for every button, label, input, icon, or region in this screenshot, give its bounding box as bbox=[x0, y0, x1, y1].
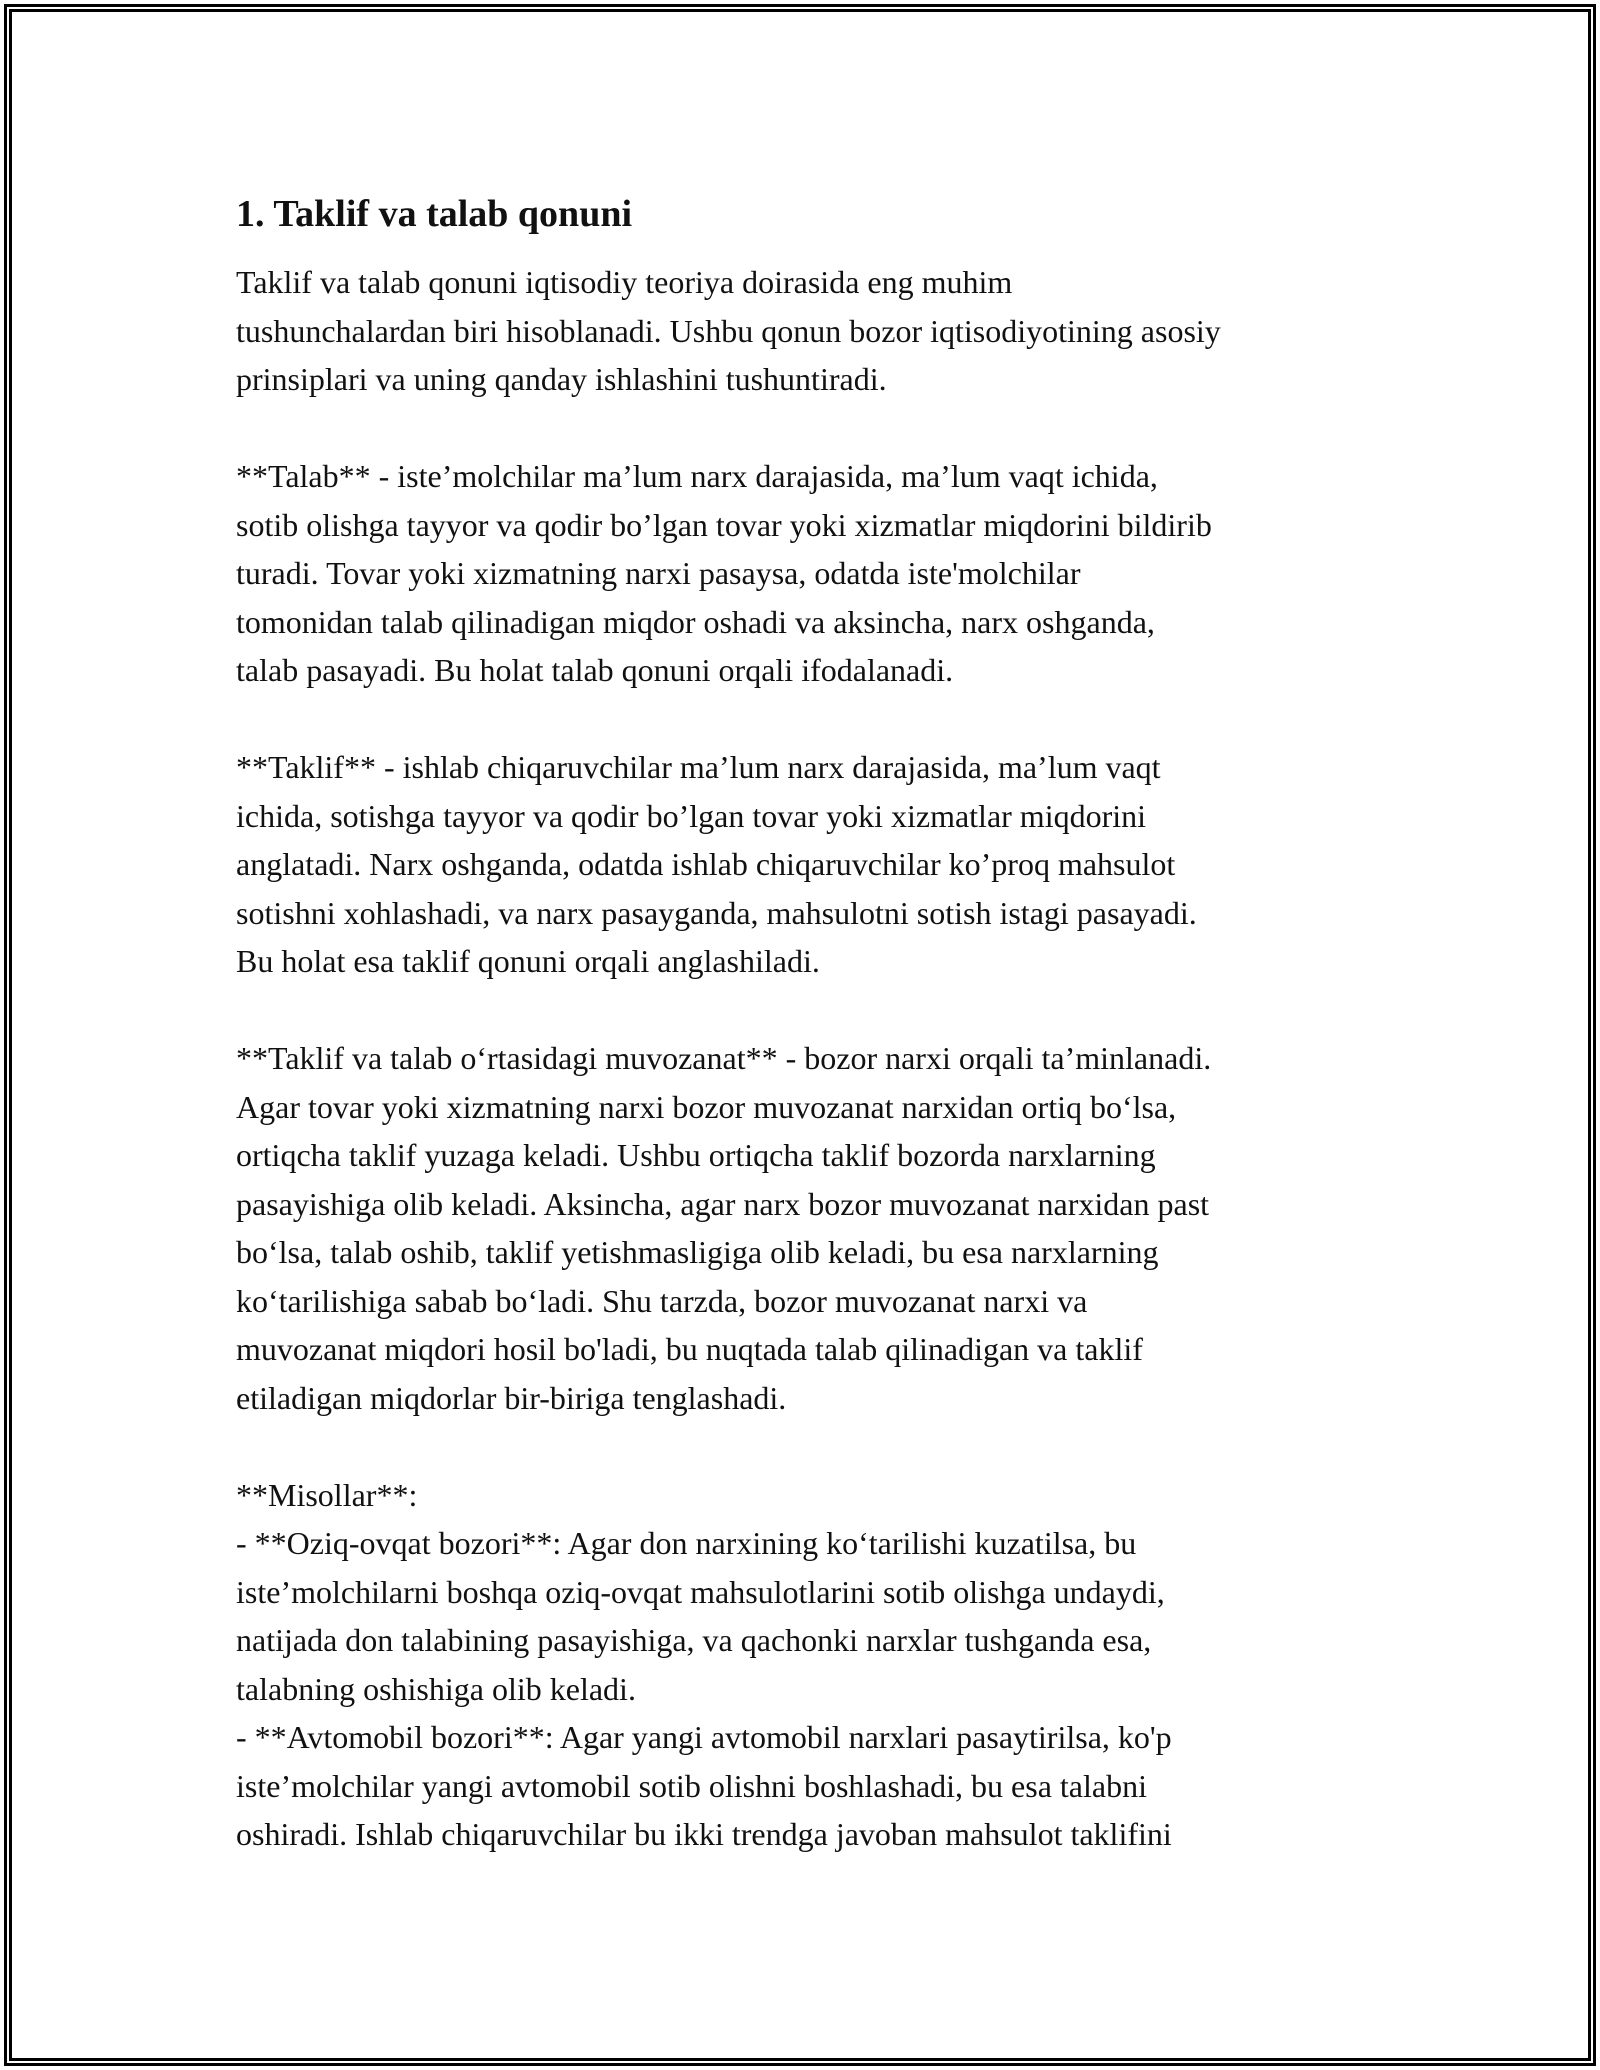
paragraph-gap bbox=[236, 404, 1366, 453]
intro-paragraph bbox=[236, 258, 1366, 404]
text-line: natijada don talabining pasayishiga, va qachonki narxlar tushganda esa, bbox=[236, 1622, 1152, 1658]
text-line: sotishni xohlashadi, va narx pasayganda, mahsulotni sotish istagi pasayadi. bbox=[236, 894, 1197, 931]
document-body bbox=[236, 186, 1366, 1859]
text-line: Taklif va talab qonuni iqtisodiy teoriya doirasida eng muhim bbox=[236, 264, 1013, 300]
paragraph-gap bbox=[236, 986, 1366, 1035]
text-line: **Misollar**: bbox=[236, 1476, 418, 1513]
text-line: talab pasayadi. Bu holat talab qonuni orqali ifodalanadi. bbox=[236, 652, 954, 688]
text-line: **Talab** - iste’molchilar ma’lum narx darajasida, ma’lum vaqt ichida, bbox=[236, 458, 1158, 494]
paragraph-gap bbox=[236, 695, 1366, 744]
text-line: muvozanat miqdori hosil bo'ladi, bu nuqtada talab qilinadigan va taklif bbox=[236, 1331, 1143, 1367]
section-title: 1. Taklif va talab qonuni bbox=[236, 193, 633, 235]
text-line: anglatadi. Narx oshganda, odatda ishlab chiqaruvchilar ko’proq mahsulot bbox=[236, 846, 1176, 882]
text-line: bo‘lsa, talab oshib, taklif yetishmasligiga olib keladi, bu esa narxlarning bbox=[236, 1234, 1159, 1270]
text-line: ichida, sotishga tayyor va qodir bo’lgan tovar yoki xizmatlar miqdorini bbox=[236, 797, 1147, 834]
text-line: Bu holat esa taklif qonuni orqali anglashiladi. bbox=[236, 943, 820, 979]
text-line: iste’molchilar yangi avtomobil sotib olishni boshlashadi, bu esa talabni bbox=[236, 1767, 1147, 1804]
text-line: ko‘tarilishiga sabab bo‘ladi. Shu tarzda, bozor muvozanat narxi va bbox=[236, 1282, 1088, 1319]
text-line: talabning oshishiga olib keladi. bbox=[236, 1670, 636, 1707]
text-line: iste’molchilarni boshqa oziq-ovqat mahsulotlarini sotib olishga undaydi, bbox=[236, 1573, 1165, 1610]
text-line: sotib olishga tayyor va qodir bo’lgan tovar yoki xizmatlar miqdorini bildirib bbox=[236, 506, 1212, 543]
text-line: pasayishiga olib keladi. Aksincha, agar narx bozor muvozanat narxidan past bbox=[236, 1185, 1210, 1222]
misollar-paragraph bbox=[236, 1471, 1366, 1859]
text-line: tomonidan talab qilinadigan miqdor oshadi va aksincha, narx oshganda, bbox=[236, 603, 1155, 640]
paragraph-gap bbox=[236, 1422, 1366, 1471]
list-item: - **Oziq-ovqat bozori**: Agar don narxining ko‘tarilishi kuzatilsa, bu bbox=[236, 1525, 1137, 1561]
text-line: ortiqcha taklif yuzaga keladi. Ushbu ortiqcha taklif bozorda narxlarning bbox=[236, 1137, 1156, 1173]
text-line: oshiradi. Ishlab chiqaruvchilar bu ikki trendga javoban mahsulot taklifini bbox=[236, 1816, 1172, 1852]
list-item: - **Avtomobil bozori**: Agar yangi avtomobil narxlari pasaytirilsa, ko'p bbox=[236, 1719, 1172, 1755]
talab-paragraph bbox=[236, 452, 1366, 695]
text-line: **Taklif** - ishlab chiqaruvchilar ma’lum narx darajasida, ma’lum vaqt bbox=[236, 749, 1161, 785]
text-line: prinsiplari va uning qanday ishlashini tushuntiradi. bbox=[236, 361, 887, 397]
text-line: turadi. Tovar yoki xizmatning narxi pasaysa, odatda iste'molchilar bbox=[236, 555, 1081, 591]
text-line: **Taklif va talab o‘rtasidagi muvozanat** - bozor narxi orqali ta’minlanadi. bbox=[236, 1040, 1212, 1076]
text-line: etiladigan miqdorlar bir-biriga tenglashadi. bbox=[236, 1379, 787, 1416]
text-line: Agar tovar yoki xizmatning narxi bozor muvozanat narxidan ortiq bo‘lsa, bbox=[236, 1088, 1177, 1125]
taklif-paragraph bbox=[236, 743, 1366, 986]
muvozanat-paragraph bbox=[236, 1034, 1366, 1422]
text-line: tushunchalardan biri hisoblanadi. Ushbu qonun bozor iqtisodiyotining asosiy bbox=[236, 312, 1221, 349]
